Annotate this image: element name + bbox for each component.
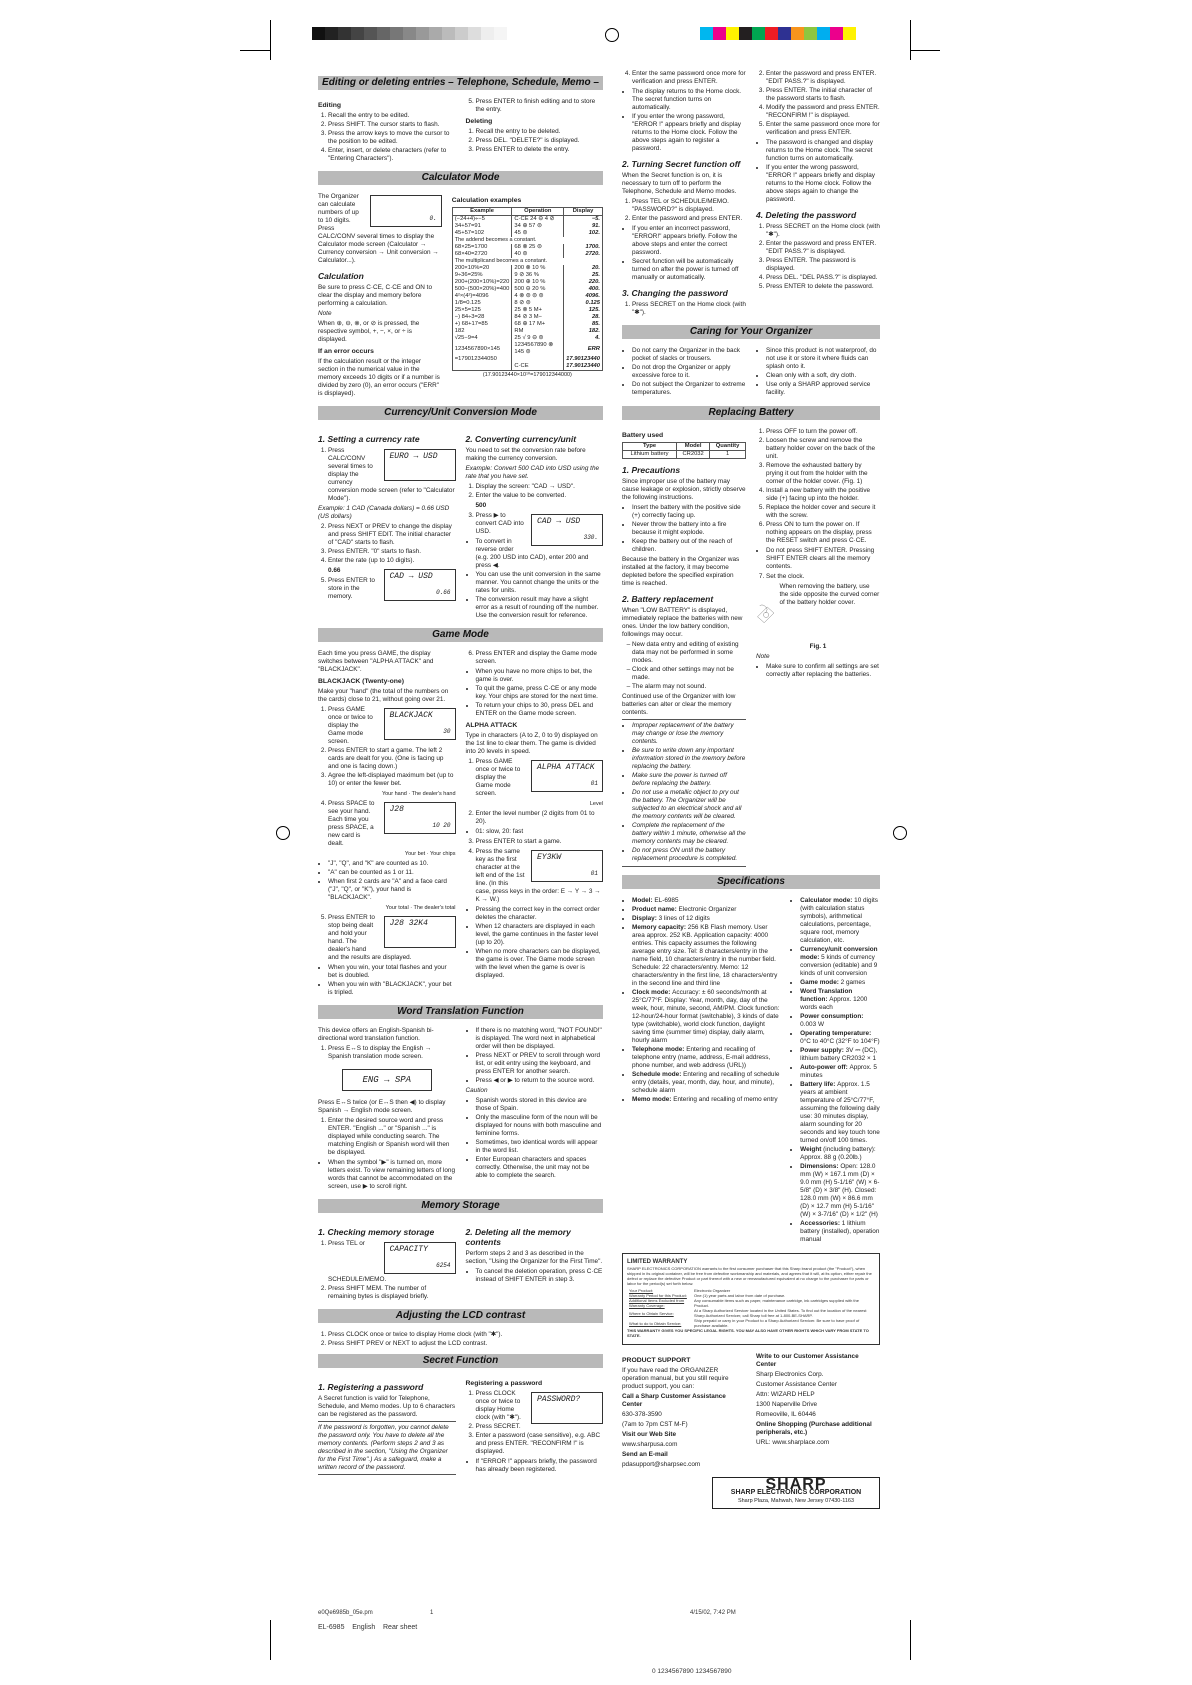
limited-warranty-box: LIMITED WARRANTY SHARP ELECTRONICS CORPORATION warrants to the first consumer purchaser that this Sharp brand product (the "Product"), when shipped in its original container, will be free from defective workmanship and materials, and agrees that it will, at its option, either repair the defect or replace the defective Product or part thereof with a new or remanufactured equivalent at no charge to the purchaser for parts or labor for the period(s) set forth below. Your Product: Electronic Organizer Warranty Period for this Product: One (1) year parts and labor from date of purchase. Additional Items Excluded from Warranty Coverage: Any consumable items such as paper, maintenance cartridge, ink cartridges supplied with the Product. Where to Obtain Service: At a Sharp Authorized Servicer located in the United States. To find out the location of the nearest Sharp Authorized Servicer, call Sharp toll free at 1-800-BE-SHARP. What to do to Obtain Service: Ship prepaid or carry in your Product to a Sharp Authorized Servicer. Be sure to have proof of purchase available. THIS WARRANTY GIVES YOU SPECIFIC LEGAL RIGHTS. YOU MAY ALSO HAVE OTHER RIGHTS WHICH VARY FROM STATE TO STATE. [622, 1253, 880, 1345]
left-column: Editing or deleting entries – Telephone, Schedule, Memo – Editing 1. Recall the entry to be edited. 2. Press SHIFT. The cursor starts to flash. 3. Press the arrow keys to move the cursor to the position to be edited. 4. Enter, insert, or delete characters (refer to "Entering Characters"). 5. Press ENTER to finish editing and to store the entry. Deleting 1. Recall the entry to be deleted. 2. Press DEL. "DELETE?" is displayed. 3. Press ENTER to delete the entry. Calculator Mode 0. The Organizer can calculate numbers of up to 10 digits. Press CALC/CONV several times to display the Calculator mode screen (Calculator → Currency conversion → Unit conversion → Calculator...). Calculation Be sure to press C·CE, C·CE and ON to clear the display and memory before performing a calculation. Note When ⊕, ⊖, ⊗, or ⊘ is pressed, the respective symbol, +, −, ×, or ÷ is displayed. If an error occurs If the calculation result or the integer section in the numerical value in the memory exceeds 10 digits or if a number is divided by zero (0), an error occurs ("ERR" is displayed). Calculation examples Example Operation Display (−24+4)÷−5 C·CE 24 ⊖ 4 ⊘ −5. 34+57=91 34 ⊕ 57 ⊜ 91. 45+57=102 45 ⊜ 102. The addend becomes a constant. 68×25=1700 68 ⊗ 25 ⊜ 1700. 68×40=2720 40 ⊜ 2720. The multiplicand becomes a constant. 200×10%=20 200 ⊗ 10 % 20. 9÷36=25% 9 ⊘ 36 % 25. 200+(200×10%)=220 200 ⊕ 10 % 220. 500−(500×20%)=400 500 ⊖ 20 % 400. 4²×(4²)=4096 4 ⊗ ⊜ ⊜ ⊜ 4096. 1/8=0.125 8 ⊘ ⊜ 0.125 25×5=125 25 ⊗ 5 M+ 125. −) 84÷3=28 84 ⊘ 3 M− 28. +) 68+17=85 68 ⊕ 17 M+ 85. 182 RM 182. √25−9=4 25 √ 9 ⊖ ⊜ 4. 1234567890×145 1234567890 ⊗ 145 ⊜ ERR =179012344050 17.90123440 C·CE 17.90123440 (17.90123440×10¹⁰=179012344000) Currency/Unit Conversion Mode 1. Setting a currency rate EURO → USD 1. Press CALC/CONV several times to display the currency conversion mode screen (refer to "Calculator Mode"). Example: 1 CAD (Canada dollars) = 0.66 USD (US dollars) 2. Press NEXT or PREV to change the display and press SHIFT EDIT. The initial character of "CAD" starts to flash. 3. Press ENTER. "0" starts to flash. 4. Enter the rate (up to 10 digits). CAD → USD 0.66 0.66 5. Press ENTER to store in the memory. 2. Converting currency/unit You need to set the conversion rate before making the currency conversion. Example: Convert 500 CAD into USD using the rate that you have set. 1. Display the screen: "CAD → USD". 2. Enter the value to be converted. 500 CAD → USD 330. 3. Press ▶ to convert CAD into USD. • To convert in reverse order (e.g. 200 USD into CAD), enter 200 and press ◀. • You can use the unit conversion in the same manner. You cannot change the units or the rates for units. • The conversion result may have a slight error as a result of rounding off the number. Use the conversion result for reference. Game Mode Each time you press GAME, the display switches between "ALPHA ATTACK" and "BLACKJACK". BLACKJACK (Twenty-one) Make your "hand" (the total of the numbers on the cards) close to 21, without going over 21. BLACKJACK 30 1. Press GAME once or twice to display the Game mode screen. 2. Press ENTER to start a game. The left 2 cards are dealt for you. (One is facing up and one is facing down.) 3. Agree the left-displayed maximum bet (up to 10) or enter the fewer bet. Your hand · The dealer's hand J28 10 20 4. Press SPACE to see your hand. Each time you press SPACE, a new card is dealt. Your bet · Your chips • "J", "Q", and "K" are counted as 10. • "A" can be counted as 1 or 11. • When first 2 cards are "A" and a face card ("J", "Q", or "K"), your hand is "BLACKJACK". Your total · The dealer's total J28 32K4 5. Press ENTER to stop being dealt and hold your hand. The dealer's hand and the results are displayed. • When you win, your total flashes and your bet is doubled. • When you win with "BLACKJACK", your bet is tripled. 6. Press ENTER and display the Game mode screen. • When you have no more chips to bet, the game is over. • To quit the game, press C·CE or any mode key. Your chips are stored for the next time. • To return your chips to 30, press DEL and ENTER on the Game mode screen. ALPHA ATTACK Type in characters (A to Z, 0 to 9) displayed on the 1st line to clear them. The game is divided into 20 levels in speed. ALPHA ATTACK 01 1. Press GAME once or twice to display the Game mode screen. Level 2. Enter the level number (2 digits from 01 to 20). • 01: slow, 20: fast 3. Press ENTER to start a game. EY3KW 01 4. Press the same key as the first character at the left end of the 1st line. (In this case, press keys in the order: E → Y → 3 → K → W.) • Pressing the correct key in the correct order deletes the character. • When 12 characters are displayed in each level, the game continues in the faster level (up to 20). • When no more characters can be displayed, the game is over. The Game mode screen with the level when the game is over is displayed. Word Translation Function This device offers an English-Spanish bi-directional word translation function. 1. Press E↔S to display the English → Spanish translation mode screen. ENG → SPA Press E↔S twice (or E↔S then ◀) to display Spanish → English mode screen. 1. Enter the desired source word and press ENTER. "English ..." or "Spanish ..." is displayed while conducting search. The matching English or Spanish word will then be displayed. • When the symbol "▶" is turned on, more letters exist. To view remaining letters of long words that cannot be accommodated on the screen, use ▶ to scroll right. • If there is no matching word, "NOT FOUND!" is displayed. The word next in alphabetical order will then be displayed. • Press NEXT or PREV to scroll through word list, or edit entry using the keyboard, and press ENTER for another search. • Press ◀ or ▶ to return to the source word. Caution • Spanish words stored in this device are those of Spain. • Only the masculine form of the noun will be displayed for nouns with both masculine and feminine forms. • Sometimes, two identical words will appear in the word list. • Enter European characters and spaces correctly. Otherwise, the unit may not be able to complete the search. Memory Storage 1. Checking memory storage CAPACITY 6254 1. Press TEL or SCHEDULE/MEMO. 2. Press SHIFT MEM. The number of remaining bytes is displayed briefly. 2. Deleting all the memory contents Perform steps 2 and 3 as described in the section, "Using the Organizer for the First Time". • To cancel the deletion operation, press C·CE instead of SHIFT ENTER in step 3. Adjusting the LCD contrast 1. Press CLOCK once or twice to display Home clock (with "✱"). 2. Press SHIFT PREV or NEXT to adjust the LCD contrast. Secret Function 1. Registering a password A Secret function is valid for Telephone, Schedule, and Memo modes. Up to 6 characters can be registered as the password. If the password is forgotten, you cannot delete the password only. You have to delete all the memory contents. (Perform steps 2 and 3 as described in the section, "Using the Organizer for the First Time".) As a safeguard, make a written record of the password. Registering a password PASSWORD? 1. Press CLOCK once or twice to display Home clock (with "✱"). 2. Press SECRET. 3. Enter a password (case sensitive), e.g. ABC and press ENTER. "RECONFIRM !" is displayed. • If "ERROR !" appears briefly, the password has already been registered. [318, 70, 603, 1477]
calculation-examples-table [452, 207, 603, 371]
color-swatch [739, 27, 752, 40]
footer-date: 4/15/02, 7:42 PM [690, 1610, 736, 1616]
registration-target-left [276, 826, 290, 840]
crop-mark-top-right [910, 20, 911, 60]
battery-removal-illustration [756, 583, 775, 643]
color-swatch [830, 27, 843, 40]
spec-item: • Battery life: Approx. 1.5 years at ambient temperature of 25°C/77°F, assuming the following daily use: 30 minutes display, alarm sounding for 20 seconds and key touch tone turned on/off 100 times. [800, 1081, 880, 1145]
color-swatch [700, 27, 713, 40]
table-cell: +) 68+17=85 [452, 321, 512, 328]
editing-steps: 1. Recall the entry to be edited. 2. Press SHIFT. The cursor starts to flash. 3. Press the arrow keys to move the cursor to the position to be edited. 4. Enter, insert, or delete characters (refer to "Entering Characters"). [318, 112, 456, 163]
spec-item: • Power supply: 3V ⎓ (DC), lithium battery CR2032 × 1 [800, 1047, 880, 1063]
table-cell: 200+(200×10%)=220 [452, 279, 512, 286]
table-cell: =179012344050 [452, 356, 512, 363]
table-cell: 4096. [564, 293, 603, 300]
table-cell: 4. [564, 335, 603, 342]
table-cell: 1700. [564, 244, 603, 251]
table-cell: −) 84÷3=28 [452, 314, 512, 321]
table-row [452, 356, 602, 363]
table-row [452, 272, 602, 279]
table-cell: 1234567890×145 [452, 342, 512, 356]
spec-item: • Schedule mode: Entering and recalling of schedule entry (details, year, month, day, hour, and minute), schedule alarm [632, 1071, 780, 1095]
table-cell: 25×5=125 [452, 307, 512, 314]
section-header-caring: Caring for Your Organizer [622, 325, 880, 339]
table-cell: RM [512, 328, 564, 335]
table-row [452, 307, 602, 314]
warranty-table [627, 1288, 875, 1328]
color-swatch [804, 27, 817, 40]
section-header-battery: Replacing Battery [622, 406, 880, 420]
crop-mark-bottom-right [910, 1620, 911, 1660]
color-swatch-bar [700, 27, 856, 40]
support-shop-link[interactable]: URL: www.sharplace.com [756, 1439, 830, 1446]
deleting-title: Deleting [465, 118, 493, 125]
spec-item: • Dimensions: Open: 128.0 mm (W) × 167.1 mm (D) × 9.0 mm (H) 5-1/16" (W) × 6-5/8" (D) × 3/8" (H). Closed: 128.0 mm (W) × 86.6 mm (D) × 12.7 mm (H) 5-1/16" (W) × 3-7/16" (D) × 1/2" (H) [800, 1163, 880, 1219]
table-cell: 45 ⊜ [512, 230, 564, 237]
footer-digits: 0 1234567890 1234567890 [652, 1668, 732, 1675]
spec-item: • Model: EL-6985 [632, 897, 780, 905]
table-cell: 1234567890 ⊗ 145 ⊜ [512, 342, 564, 356]
table-cell: 91. [564, 223, 603, 230]
table-cell: 500−(500×20%)=400 [452, 286, 512, 293]
section-header-specs: Specifications [622, 875, 880, 889]
support-email-link[interactable]: pdasupport@sharpsec.com [622, 1461, 701, 1468]
table-row [452, 279, 602, 286]
table-row [452, 286, 602, 293]
grayscale-bar [312, 27, 507, 40]
table-cell: ERR [564, 342, 603, 356]
table-row [452, 244, 602, 251]
registration-target-top [605, 28, 619, 42]
crop-mark-top-left [270, 20, 271, 60]
color-swatch [713, 27, 726, 40]
game-lcd-hand: J28 10 20 [384, 802, 456, 834]
section-header-editing: Editing or deleting entries – Telephone, Schedule, Memo – [318, 76, 603, 90]
table-row [452, 293, 602, 300]
support-web-link[interactable]: www.sharpusa.com [622, 1441, 678, 1448]
table-cell [512, 356, 564, 363]
spec-item: • Power consumption: 0.003 W [800, 1013, 880, 1029]
table-cell: 400. [564, 286, 603, 293]
crop-mark-top-right-h [910, 50, 940, 51]
currency-lcd-result: CAD → USD 330. [531, 514, 603, 546]
table-row [452, 223, 602, 230]
color-swatch [778, 27, 791, 40]
section-header-currency: Currency/Unit Conversion Mode [318, 406, 603, 420]
section-header-word: Word Translation Function [318, 1005, 603, 1019]
table-row [452, 363, 602, 371]
table-cell: 68 ⊕ 17 M+ [512, 321, 564, 328]
color-swatch [843, 27, 856, 40]
deleting-steps: 1. Recall the entry to be deleted. 2. Press DEL. "DELETE?" is displayed. 3. Press ENTER to delete the entry. [466, 128, 604, 154]
table-row [452, 251, 602, 258]
color-swatch [765, 27, 778, 40]
table-note: The multiplicand becomes a constant. [452, 258, 602, 265]
table-header: Example [452, 208, 512, 216]
warranty-row: Additional Items Excluded from Warranty Coverage: Any consumable items such as paper, maintenance cartridge, ink cartridges supplied with the Product. [629, 1298, 859, 1308]
section-header-game: Game Mode [318, 628, 603, 642]
spec-item: • Clock mode: Accuracy: ± 60 seconds/month at 25°C/77°F. Display: Year, month, day, day of the week, hour, minute, second, AM/PM. Clock function: 12-hour/24-hour format (switchable), 3 kinds of date type (switchable), world clock function, daylight saving time (summer time) display, daily alarm, hourly alarm [632, 989, 780, 1045]
table-cell: C·CE [512, 363, 564, 371]
warranty-row: What to do to Obtain Service: Ship prepaid or carry in your Product to a Sharp Authorized Servicer. Be sure to have proof of purchase available. [629, 1318, 860, 1328]
table-cell: 85. [564, 321, 603, 328]
footer-model: EL-6985 English Rear sheet [318, 1624, 418, 1631]
table-row [452, 265, 602, 272]
table-cell: 34+57=91 [452, 223, 512, 230]
table-cell: 17.90123440 [564, 363, 603, 371]
crop-mark-bottom-left [270, 1620, 271, 1660]
spec-item: • Display: 3 lines of 12 digits [632, 915, 780, 923]
registration-target-right [893, 826, 907, 840]
table-cell: (−24+4)÷−5 [452, 216, 512, 224]
game-lcd-ey3kw: EY3KW 01 [531, 850, 603, 882]
table-cell: 68 ⊗ 25 ⊜ [512, 244, 564, 251]
currency-lcd-euro: EURO → USD [384, 449, 456, 481]
spec-item: • Word Translation function: Approx. 1200 words each [800, 988, 880, 1012]
table-header: Display [564, 208, 603, 216]
color-swatch [817, 27, 830, 40]
spec-item: • Auto-power off: Approx. 5 minutes [800, 1064, 880, 1080]
table-cell: 45+57=102 [452, 230, 512, 237]
right-column: 4. Enter the same password once more for verification and press ENTER. • The display returns to the Home clock. The secret function turns on automatically. • If you enter the wrong password, "ERROR !" appears briefly and display returns to the Home clock. Follow the above steps again to register a password. 2. Turning Secret function off When the Secret function is on, it is necessary to turn off to perform the Telephone, Schedule and Memo modes. 1. Press TEL or SCHEDULE/MEMO. "PASSWORD?" is displayed. 2. Enter the password and press ENTER. • If you enter an incorrect password, "ERROR!" appears briefly. Follow the above steps and enter the correct password. • Secret function will be automatically turned on after the power is turned off manually or automatically. 3. Changing the password 1. Press SECRET on the Home clock (with "✱"). 2. Enter the password and press ENTER. "EDIT PASS.?" is displayed. 3. Press ENTER. The initial character of the password starts to flash. 4. Modify the password and press ENTER. "RECONFIRM !" is displayed. 5. Enter the same password once more for verification and press ENTER. • The password is changed and display returns to the Home clock. The secret function turns on automatically. • If you enter the wrong password, "ERROR !" appears briefly and display returns to the Home clock. Follow the above steps again to change the password. 4. Deleting the password 1. Press SECRET on the Home clock (with "✱"). 2. Enter the password and press ENTER. "EDIT PASS.?" is displayed. 3. Press ENTER. The password is displayed. 4. Press DEL. "DEL PASS.?" is displayed. 5. Press ENTER to delete the password. Caring for Your Organizer • Do not carry the Organizer in the back pocket of slacks or trousers. • Do not drop the Organizer or apply excessive force to it. • Do not subject the Organizer to extreme temperatures. • Since this product is not waterproof, do not use it or store it where fluids can splash onto it. • Clean only with a soft, dry cloth. • Use only a SHARP approved service facility. Replacing Battery Battery used Type Model Quantity Lithium battery CR2032 1 1. Precautions Since improper use of the battery may cause leakage or explosion, strictly observe the following instructions. • Insert the battery with the positive side (+) correctly facing up. • Never throw the battery into a fire because it might explode. • Keep the battery out of the reach of children. Because the battery in the Organizer was installed at the factory, it may become depleted before the specified expiration time is reached. 2. Battery replacement When "LOW BATTERY" is displayed, immediately replace the batteries with new ones. Under the low battery condition, followings may occur. – New data entry and editing of existing data may not be performed in some modes. – Clock and other settings may not be made. – The alarm may not sound. Continued use of the Organizer with low batteries can alter or clear the memory contents. • Improper replacement of the battery may change or lose the memory contents. • Be sure to write down any important information stored in the memory before replacing the battery. • Make sure the power is turned off before replacing the battery. • Do not use a metallic object to pry out the battery. The Organizer will be subjected to an electrical shock and all the memory contents will be cleared. • Complete the replacement of the battery within 1 minute, otherwise all the memory contents may be cleared. • Do not press ON until the battery replacement procedure is completed. 1. Press OFF to turn the power off. 2. Loosen the screw and remove the battery holder cover on the back of the unit. 3. Remove the exhausted battery by prying it out from the holder with the corner of the holder cover. (Fig. 1) 4. Install a new battery with the positive side (+) facing up into the holder. 5. Replace the holder cover and secure it with the screw. 6. Press ON to turn the power on. If nothing appears on the display, press the RESET switch and press C·CE. • Do not press SHIFT ENTER. Pressing SHIFT ENTER clears all the memory contents. 7. Set the clock. When removing the battery, use the side opposite the curved corner of the battery holder cover. Fig. 1 Note • Make sure to confirm all settings are set correctly after replacing the batteries. Specifications • Model: EL-6985 • Product name: Electronic Organizer • Display: 3 lines of 12 digits • Memory capacity: 256 KB Flash memory. User area approx. 252 KB. Application capacity: 4000 entries. This capacity assumes the following average entry size. Tel: 8 characters/entry in the name field, 10 characters/entry in the number field. Schedule: 22 characters/entry. Memo: 12 characters/entry in the first line, 18 characters/entry in the second line and third line • Clock mode: Accuracy: ± 60 seconds/month at 25°C/77°F. Display: Year, month, day, day of the week, hour, minute, second, AM/PM. Clock function: 12-hour/24-hour format (switchable), 3 kinds of date type (switchable), world clock function, daylight saving time (summer time) display, daily alarm, hourly alarm • Telephone mode: Entering and recalling of telephone entry (name, address, E-mail address, phone number, and web address (URL)) • Schedule mode: Entering and recalling of schedule entry (details, year, month, day, hour, and minute), schedule alarm • Memo mode: Entering and recalling of memo entry • Calculator mode: 10 digits (with calculation status symbols), arithmetical calculations, percentage, square root, memory calculation, etc. • Currency/unit conversion mode: 5 kinds of currency conversion (editable) and 9 kinds of unit conversion • Game mode: 2 games • Word Translation function: Approx. 1200 words each • Power consumption: 0.003 W • Operating temperature: 0°C to 40°C (32°F to 104°F) • Power supply: 3V ⎓ (DC), lithium battery CR2032 × 1 • Auto-power off: Approx. 5 minutes • Battery life: Approx. 1.5 years at ambient temperature of 25°C/77°F, assuming the following daily use: 30 minutes display, alarm sounding for 20 seconds and key touch tone turned on/off 100 times. • Weight (including battery): Approx. 88 g (0.20lb.) • Dimensions: Open: 128.0 mm (W) × 167.1 mm (D) × 9.0 mm (H) 5-1/16" (W) × 6-5/8" (D) × 3/8" (H). Closed: 128.0 mm (W) × 86.6 mm (D) × 12.7 mm (H) 5-1/16" (W) × 3-7/16" (D) × 1/2" (H) • Accessories: 1 lithium battery (installed), operation manual LIMITED WARRANTY SHARP ELECTRONICS CORPORATION warrants to the first consumer purchaser that this Sharp brand product (the "Product"), when shipped in its original container, will be free from defective workmanship and materials, and agrees that it will, at its option, either repair the defect or replace the defective Product or part thereof with a new or remanufactured equivalent at no charge to the purchaser for parts or labor for the period(s) set forth below. Your Product: Electronic Organizer Warranty Period for this Product: One (1) year parts and labor from date of purchase. Additional Items Excluded from Warranty Coverage: Any consumable items such as paper, maintenance cartridge, ink cartridges supplied with the Product. Where to Obtain Service: At a Sharp Authorized Servicer located in the United States. To find out the location of the nearest Sharp Authorized Servicer, call Sharp toll free at 1-800-BE-SHARP. What to do to Obtain Service: Ship prepaid or carry in your Product to a Sharp Authorized Servicer. Be sure to have proof of purchase available. THIS WARRANTY GIVES YOU SPECIFIC LEGAL RIGHTS. YOU MAY ALSO HAVE OTHER RIGHTS WHICH VARY FROM STATE TO STATE. PRODUCT SUPPORT If you have read the ORGANIZER operation manual, but you still require product support, you can: Call a Sharp Customer Assistance Center 630-378-3590 (7am to 7pm CST M-F) Visit our Web Site www.sharpusa.com Send an E-mail pdasupport@sharpsec.com Write to our Customer Assistance Center Sharp Electronics Corp. Customer Assistance Center Attn: WIZARD HELP 1300 Naperville Drive Romeoville, IL 60446 Online Shopping (Purchase additional peripherals, etc.) URL: www.sharplace.com SHARP SHARP ELECTRONICS CORPORATION Sharp Plaza, Mahwah, New Jersey 07430-1163 [622, 70, 880, 1509]
table-cell: 0.125 [564, 300, 603, 307]
table-row [452, 300, 602, 307]
warranty-row: Warranty Period for this Product: One (1) year parts and labor from date of purchase. [629, 1293, 786, 1298]
secret-lcd-password: PASSWORD? [531, 1392, 603, 1424]
crop-mark-top-left-h [240, 50, 270, 51]
spec-item: • Product name: Electronic Organizer [632, 906, 780, 914]
spec-item: • Accessories: 1 lithium battery (installed), operation manual [800, 1220, 880, 1244]
footer-file: e0Qe6985b_05e.pm [318, 1610, 373, 1616]
table-row [452, 342, 602, 356]
color-swatch [726, 27, 739, 40]
table-cell: 9 ⊘ 36 % [512, 272, 564, 279]
calculator-lcd: 0. [370, 195, 442, 227]
table-cell: 1/8=0.125 [452, 300, 512, 307]
table-cell: 68×25=1700 [452, 244, 512, 251]
table-cell: 182 [452, 328, 512, 335]
warranty-row: Your Product: Electronic Organizer [629, 1288, 731, 1293]
table-cell: 500 ⊖ 20 % [512, 286, 564, 293]
table-cell: 28. [564, 314, 603, 321]
spec-item: • Currency/unit conversion mode: 5 kinds of currency conversion (editable) and 9 kinds of unit conversion [800, 946, 880, 978]
table-cell: 200 ⊕ 10 % [512, 279, 564, 286]
table-cell: √25−9=4 [452, 335, 512, 342]
table-cell: 9÷36=25% [452, 272, 512, 279]
footer-page: 1 [430, 1610, 434, 1616]
table-cell: −5. [564, 216, 603, 224]
table-row [452, 314, 602, 321]
specs-right-list [790, 897, 880, 1245]
spec-item: • Operating temperature: 0°C to 40°C (32°F to 104°F) [800, 1030, 880, 1046]
table-cell: 4 ⊗ ⊜ ⊜ ⊜ [512, 293, 564, 300]
game-lcd-blackjack: BLACKJACK 30 [384, 708, 456, 740]
table-cell: C·CE 24 ⊖ 4 ⊘ [512, 216, 564, 224]
battery-table: Type Model Quantity Lithium battery CR2032 1 [622, 442, 746, 459]
table-row [452, 321, 602, 328]
editing-title: Editing [318, 102, 342, 109]
table-cell: 84 ⊘ 3 M− [512, 314, 564, 321]
currency-lcd-cad: CAD → USD 0.66 [384, 569, 456, 601]
calculation-title: Calculation [318, 271, 364, 281]
warranty-row: Where to Obtain Service: At a Sharp Authorized Servicer located in the United States. To find out the location of the nearest Sharp Authorized Servicer, call Sharp toll free at 1-800-BE-SHARP. [629, 1308, 867, 1318]
table-cell: 102. [564, 230, 603, 237]
table-header: Operation [512, 208, 564, 216]
table-row [452, 335, 602, 342]
table-row [452, 230, 602, 237]
game-lcd-alpha-attack: ALPHA ATTACK 01 [531, 760, 603, 792]
memory-lcd: CAPACITY 6254 [384, 1242, 456, 1274]
table-note: The addend becomes a constant. [452, 237, 602, 244]
table-cell: 200 ⊗ 10 % [512, 265, 564, 272]
table-cell: 182. [564, 328, 603, 335]
spec-item: • Weight (including battery): Approx. 88 g (0.20lb.) [800, 1146, 880, 1162]
table-cell: 68×40=2720 [452, 251, 512, 258]
spec-item: • Game mode: 2 games [800, 979, 880, 987]
sharp-logo-block: SHARP SHARP ELECTRONICS CORPORATION Sharp Plaza, Mahwah, New Jersey 07430-1163 [712, 1477, 880, 1509]
sharp-logo: SHARP [765, 1476, 827, 1493]
table-cell: 20. [564, 265, 603, 272]
section-header-secret: Secret Function [318, 1354, 603, 1368]
table-cell: 25. [564, 272, 603, 279]
table-cell: 220. [564, 279, 603, 286]
table-cell: 8 ⊘ ⊜ [512, 300, 564, 307]
table-cell: 125. [564, 307, 603, 314]
section-header-calculator: Calculator Mode [318, 171, 603, 185]
color-swatch [791, 27, 804, 40]
spec-item: • Telephone mode: Entering and recalling of telephone entry (name, address, E-mail address, phone number, and web address (URL)) [632, 1046, 780, 1070]
table-row [452, 328, 602, 335]
color-swatch [752, 27, 765, 40]
game-lcd-total: J28 32K4 [384, 916, 456, 948]
spec-item: • Calculator mode: 10 digits (with calculation status symbols), arithmetical calculations, percentage, square root, memory calculation, etc. [800, 897, 880, 945]
word-lcd: ENG → SPA [342, 1069, 432, 1091]
table-cell: 34 ⊕ 57 ⊜ [512, 223, 564, 230]
section-header-lcd: Adjusting the LCD contrast [318, 1309, 603, 1323]
section-header-memory: Memory Storage [318, 1199, 603, 1213]
table-cell: 200×10%=20 [452, 265, 512, 272]
table-cell: 25 √ 9 ⊖ ⊜ [512, 335, 564, 342]
table-cell: 2720. [564, 251, 603, 258]
table-cell: 25 ⊗ 5 M+ [512, 307, 564, 314]
spec-item: • Memory capacity: 256 KB Flash memory. User area approx. 252 KB. Application capacity: 4000 entries. This capacity assumes the following average entry size. Tel: 8 characters/entry in the name field, 10 characters/entry in the number field. Schedule: 22 characters/entry. Memo: 12 characters/entry in the first line, 18 characters/entry in the second line and third line [632, 924, 780, 988]
table-cell [452, 363, 512, 371]
table-cell: 17.90123440 [564, 356, 603, 363]
specs-left-list [622, 897, 780, 1245]
spec-item: • Memo mode: Entering and recalling of memo entry [632, 1096, 780, 1104]
table-row [452, 216, 602, 224]
table-cell: 4²×(4²)=4096 [452, 293, 512, 300]
table-cell: 40 ⊜ [512, 251, 564, 258]
